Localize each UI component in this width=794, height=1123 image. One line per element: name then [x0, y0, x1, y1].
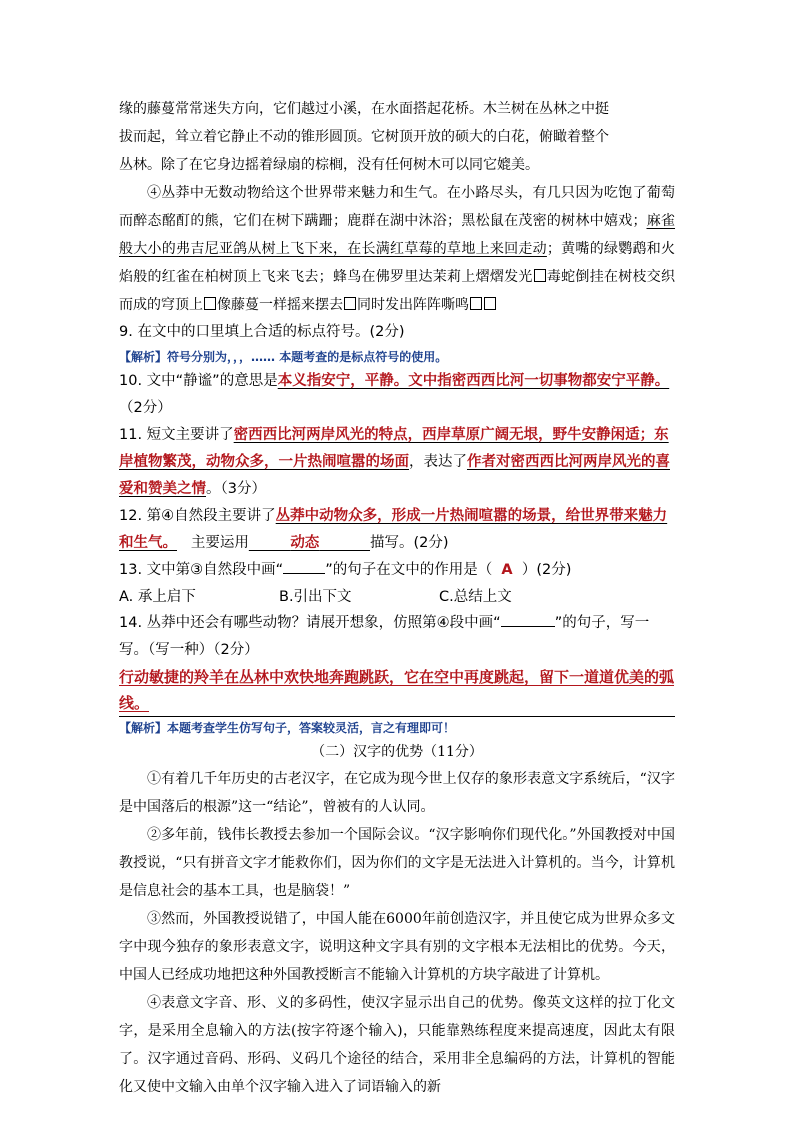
question-9: 9. 在文中的口里填上合适的标点符号。(2分) [119, 324, 405, 340]
answer-blank [249, 535, 370, 551]
underlined-sentence: 麻雀般大小的弗吉尼亚鸽从树上飞下来，在长满红草莓的草地上来回走动 [119, 213, 676, 257]
analysis-note-14: 【解析】本题考查学生仿写句子，答案较灵活，言之有理即可！ [119, 721, 456, 735]
document-page [119, 95, 675, 1101]
option-a: A. 承上启下 [119, 589, 196, 605]
answer-text-14: 行动敏捷的羚羊在丛林中欢快地奔跑跳跃，它在空中再度跳起，留下一道道优美的弧线。 [119, 664, 675, 717]
answer-choice: A [501, 562, 513, 578]
section-title: （二）汉字的优势（11分） [311, 744, 483, 760]
section-paragraph-3: ③然而，外国教授说错了，中国人能在6000年前创造汉字，并且使它成为世界众多文字中现今独存的象形表意文字，说明这种文字具有别的文字根本无法相比的优势。今天，中国人已经成功地把这种外国教授断言不能输入计算机的方块字敲进了计算机。 [119, 911, 675, 983]
question-12: 12. 第④自然段主要讲了丛莽中动物众多，形成一片热闹喧嚣的场景，给世界带来魅力和生气。 主要运用 动态 描写。(2分) [119, 508, 668, 551]
text-line: 缘的藤蔓常常迷失方向，它们越过小溪，在水面搭起花桥。木兰树在丛林之中挺 [119, 101, 609, 117]
answer-text: 丛莽中动物众多，形成一片热闹喧嚣的场景，给世界带来魅力和生气。 [119, 508, 668, 551]
option-c: C.总结上文 [439, 589, 512, 605]
section-paragraph-4: ④表意文字音、形、义的多码性，使汉字显示出自己的优势。像英文这样的拉丁化文字，是采用全息输入的方法(按字符逐个输入)，只能靠熟练程度来提高速度，因此太有限了。汉字通过音码、形码、义码几个途径的结合，采用非全息编码的方法，计算机的智能化又使中文输入由单个汉字输入进入了词语输入的新 [119, 995, 675, 1095]
answer-text: 密西西比河两岸风光的特点，西岸草原广阔无垠，野牛安静闲适；东岸植物繁茂，动物众多，一片热闹喧嚣的场面 [119, 427, 669, 470]
section-paragraph-1: ①有着几千年历史的古老汉字，在它成为现今世上仅存的象形表意文字系统后，“汉字是中国落后的根源”这一“结论”，曾被有的人认同。 [119, 771, 675, 815]
punctuation-blank-box [204, 297, 216, 310]
analysis-note-9: 【解析】符号分别为，，，…… 本题考查的是标点符号的使用。 [119, 350, 448, 364]
answer-text: 本义指安宁，平静。文中指密西西比河一切事物都安宁平静。 [277, 373, 670, 389]
passage-paragraph-4: ④丛莽中无数动物给这个世界带来魅力和生气。在小路尽头，有几只因为吃饱了葡萄而醉态酩酊的熊，它们在树下蹒跚；鹿群在湖中沐浴；黑松鼠在茂密的树林中嬉戏；麻雀般大小的弗吉尼亚鸽从树上飞下来，在长满红草莓的草地上来回走动；黄嘴的绿鹦鹉和火焰般的红雀在柏树顶上飞来飞去；蜂鸟在佛罗里达茉莉上熠熠发光 毒蛇倒挂在树枝交织而成的穹顶上 像藤蔓一样摇来摆去 同时发出阵阵嘶鸣 [119, 185, 676, 313]
answer-text: 动态 [290, 535, 320, 551]
blank-line [283, 558, 325, 574]
answer-text: 作者对密西西比河两岸风光的喜爱和赞美之情 [119, 454, 670, 497]
question-11: 11. 短文主要讲了密西西比河两岸风光的特点，西岸草原广阔无垠，野牛安静闲适；东岸植物繁茂，动物众多，一片热闹喧嚣的场面，表达了作者对密西西比河两岸风光的喜爱和赞美之情。（3分） [119, 427, 670, 497]
question-13-options [119, 584, 675, 610]
option-b: B.引出下文 [279, 589, 352, 605]
punctuation-blank-box [484, 297, 496, 310]
question-13: 13. 文中第③自然段中画“ ”的句子在文中的作用是（ A ）(2分) [119, 557, 675, 584]
punctuation-blank-box [534, 269, 546, 282]
question-14: 14. 丛莽中还会有哪些动物？请展开想象，仿照第④段中画“ ”的句子，写一写。（写一种）（2分） [119, 610, 675, 664]
punctuation-blank-box [470, 297, 482, 310]
question-10: 10. 文中“静谧”的意思是本义指安宁，平静。文中指密西西比河一切事物都安宁平静。（2分） [119, 373, 670, 416]
passage-paragraph-3-tail [119, 95, 675, 179]
punctuation-blank-box [344, 297, 356, 310]
section-paragraph-2: ②多年前，钱伟长教授去参加一个国际会议。“汉字影响你们现代化。”外国教授对中国教授说，“只有拼音文字才能救你们，因为你们的文字是无法进入计算机的。当今，计算机是信息社会的基本工具，也是脑袋！” [119, 827, 675, 899]
text-line: 丛林。除了在它身边摇着绿扇的棕榈，没有任何树木可以同它媲美。 [119, 157, 539, 173]
text-line: 拔而起，耸立着它静止不动的锥形圆顶。它树顶开放的硕大的白花，俯瞰着整个 [119, 129, 609, 145]
blank-line [501, 611, 555, 627]
